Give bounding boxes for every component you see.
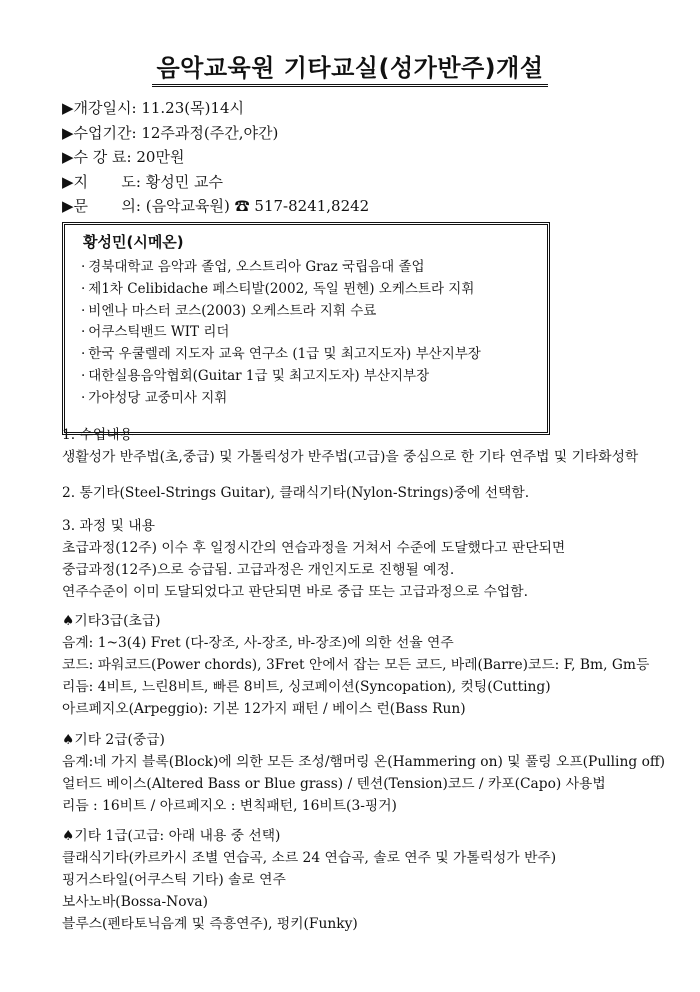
section-1-body: 생활성가 반주법(초,중급) 및 가톨릭성가 반주법(고급)을 중심으로 한 기타 연주법 및 기타화성학 (62, 449, 639, 465)
page-title (0, 48, 700, 83)
level-3-line: 아르페지오(Arpeggio): 기본 12가지 패턴 / 베이스 런(Bass Run) (62, 701, 466, 717)
section-3-line: 연주수준이 이미 도달되었다고 판단되면 바로 중급 또는 고급과정으로 수업함. (62, 584, 528, 600)
profile-item: · 경북대학교 음악과 졸업, 오스트리아 Graz 국립음대 졸업 (81, 257, 481, 279)
level-3-section (62, 610, 649, 720)
section-3-line: 초급과정(12주) 이수 후 일정시간의 연습과정을 거쳐서 수준에 도달했다고 판단되면 (62, 540, 566, 556)
info-row-instructor (62, 170, 369, 195)
profile-item: · 가야성당 교중미사 지휘 (81, 388, 481, 410)
profile-item: · 한국 우쿨렐레 지도자 교육 연구소 (1급 및 최고지도자) 부산지부장 (81, 344, 481, 366)
level-1-heading: ♠기타 1급(고급: 아래 내용 중 선택) (62, 828, 281, 844)
level-2-heading: ♠기타 2급(중급) (62, 732, 165, 748)
level-2-line: 리듬 : 16비트 / 아르페지오 : 변칙패턴, 16비트(3-핑거) (62, 798, 397, 814)
level-2-line: 음계:네 가지 블록(Block)에 의한 모든 조성/햄머링 온(Hammering on) 및 풀링 오프(Pulling off) (62, 754, 666, 770)
info-row-contact (62, 194, 369, 219)
level-1-line: 블루스(펜타토닉음계 및 즉흥연주), 펑키(Funky) (62, 916, 358, 932)
level-1-line: 클래식기타(카르카시 조별 연습곡, 소르 24 연습곡, 솔로 연주 및 가톨릭성가 반주) (62, 850, 557, 866)
info-row-fee (62, 145, 369, 170)
instructor-profile-box (62, 222, 550, 435)
info-row-start-date (62, 96, 369, 121)
level-3-line: 코드: 파워코드(Power chords), 3Fret 안에서 잡는 모든 코드, 바레(Barre)코드: F, Bm, Gm등 (62, 657, 650, 673)
profile-item: · 제1차 Celibidache 페스티발(2002, 독일 뮌헨) 오케스트라 지휘 (81, 279, 481, 301)
profile-list (81, 257, 481, 410)
info-value: 황성민 교수 (145, 172, 223, 191)
info-list (62, 96, 369, 219)
section-2-body: 2. 통기타(Steel-Strings Guitar), 클래식기타(Nylon-Strings)중에 선택함. (62, 485, 530, 501)
info-value: 12주과정(주간,야간) (141, 123, 279, 142)
level-2-line: 얼터드 베이스(Altered Bass or Blue grass) / 텐션(Tension)코드 / 카포(Capo) 사용법 (62, 776, 606, 792)
section-3-line: 중급과정(12주)으로 승급됨. 고급과정은 개인지도로 진행될 예정. (62, 562, 455, 578)
info-label: ▶개강일시: (62, 99, 142, 117)
page-title-text: 음악교육원 기타교실(성가반주)개설 (152, 54, 547, 87)
level-1-line: 핑거스타일(어쿠스틱 기타) 솔로 연주 (62, 872, 286, 888)
section-2 (62, 482, 529, 504)
info-label: ▶문 의: (62, 197, 146, 215)
info-row-period (62, 121, 369, 146)
info-label: ▶지 도: (62, 172, 146, 191)
profile-item: · 어쿠스틱밴드 WIT 리더 (81, 322, 481, 344)
section-3 (62, 515, 565, 603)
level-3-line: 리듬: 4비트, 느린8비트, 빠른 8비트, 싱코페이션(Syncopation), 컷팅(Cutting) (62, 679, 551, 695)
info-value: 20만원 (136, 148, 185, 166)
profile-item: · 비엔나 마스터 코스(2003) 오케스트라 지휘 수료 (81, 301, 481, 323)
level-2-section (62, 729, 665, 817)
section-3-heading: 3. 과정 및 내용 (62, 518, 155, 534)
instructor-name: 황성민(시메온) (83, 233, 184, 251)
section-1 (62, 424, 638, 468)
info-label: ▶수 강 료: (62, 148, 137, 166)
level-3-line: 음계: 1~3(4) Fret (다-장조, 사-장조, 바-장조)에 의한 선율 연주 (62, 635, 454, 651)
info-value: 11.23(목)14시 (141, 99, 245, 117)
profile-item: · 대한실용음악협회(Guitar 1급 및 최고지도자) 부산지부장 (81, 366, 481, 388)
info-value: (음악교육원) ☎ 517-8241,8242 (145, 197, 370, 215)
level-1-section (62, 825, 556, 935)
info-label: ▶수업기간: (62, 123, 142, 142)
level-1-line: 보사노바(Bossa-Nova) (62, 894, 208, 910)
section-1-heading: 1. 수업내용 (62, 427, 133, 443)
level-3-heading: ♠기타3급(초급) (62, 613, 161, 629)
